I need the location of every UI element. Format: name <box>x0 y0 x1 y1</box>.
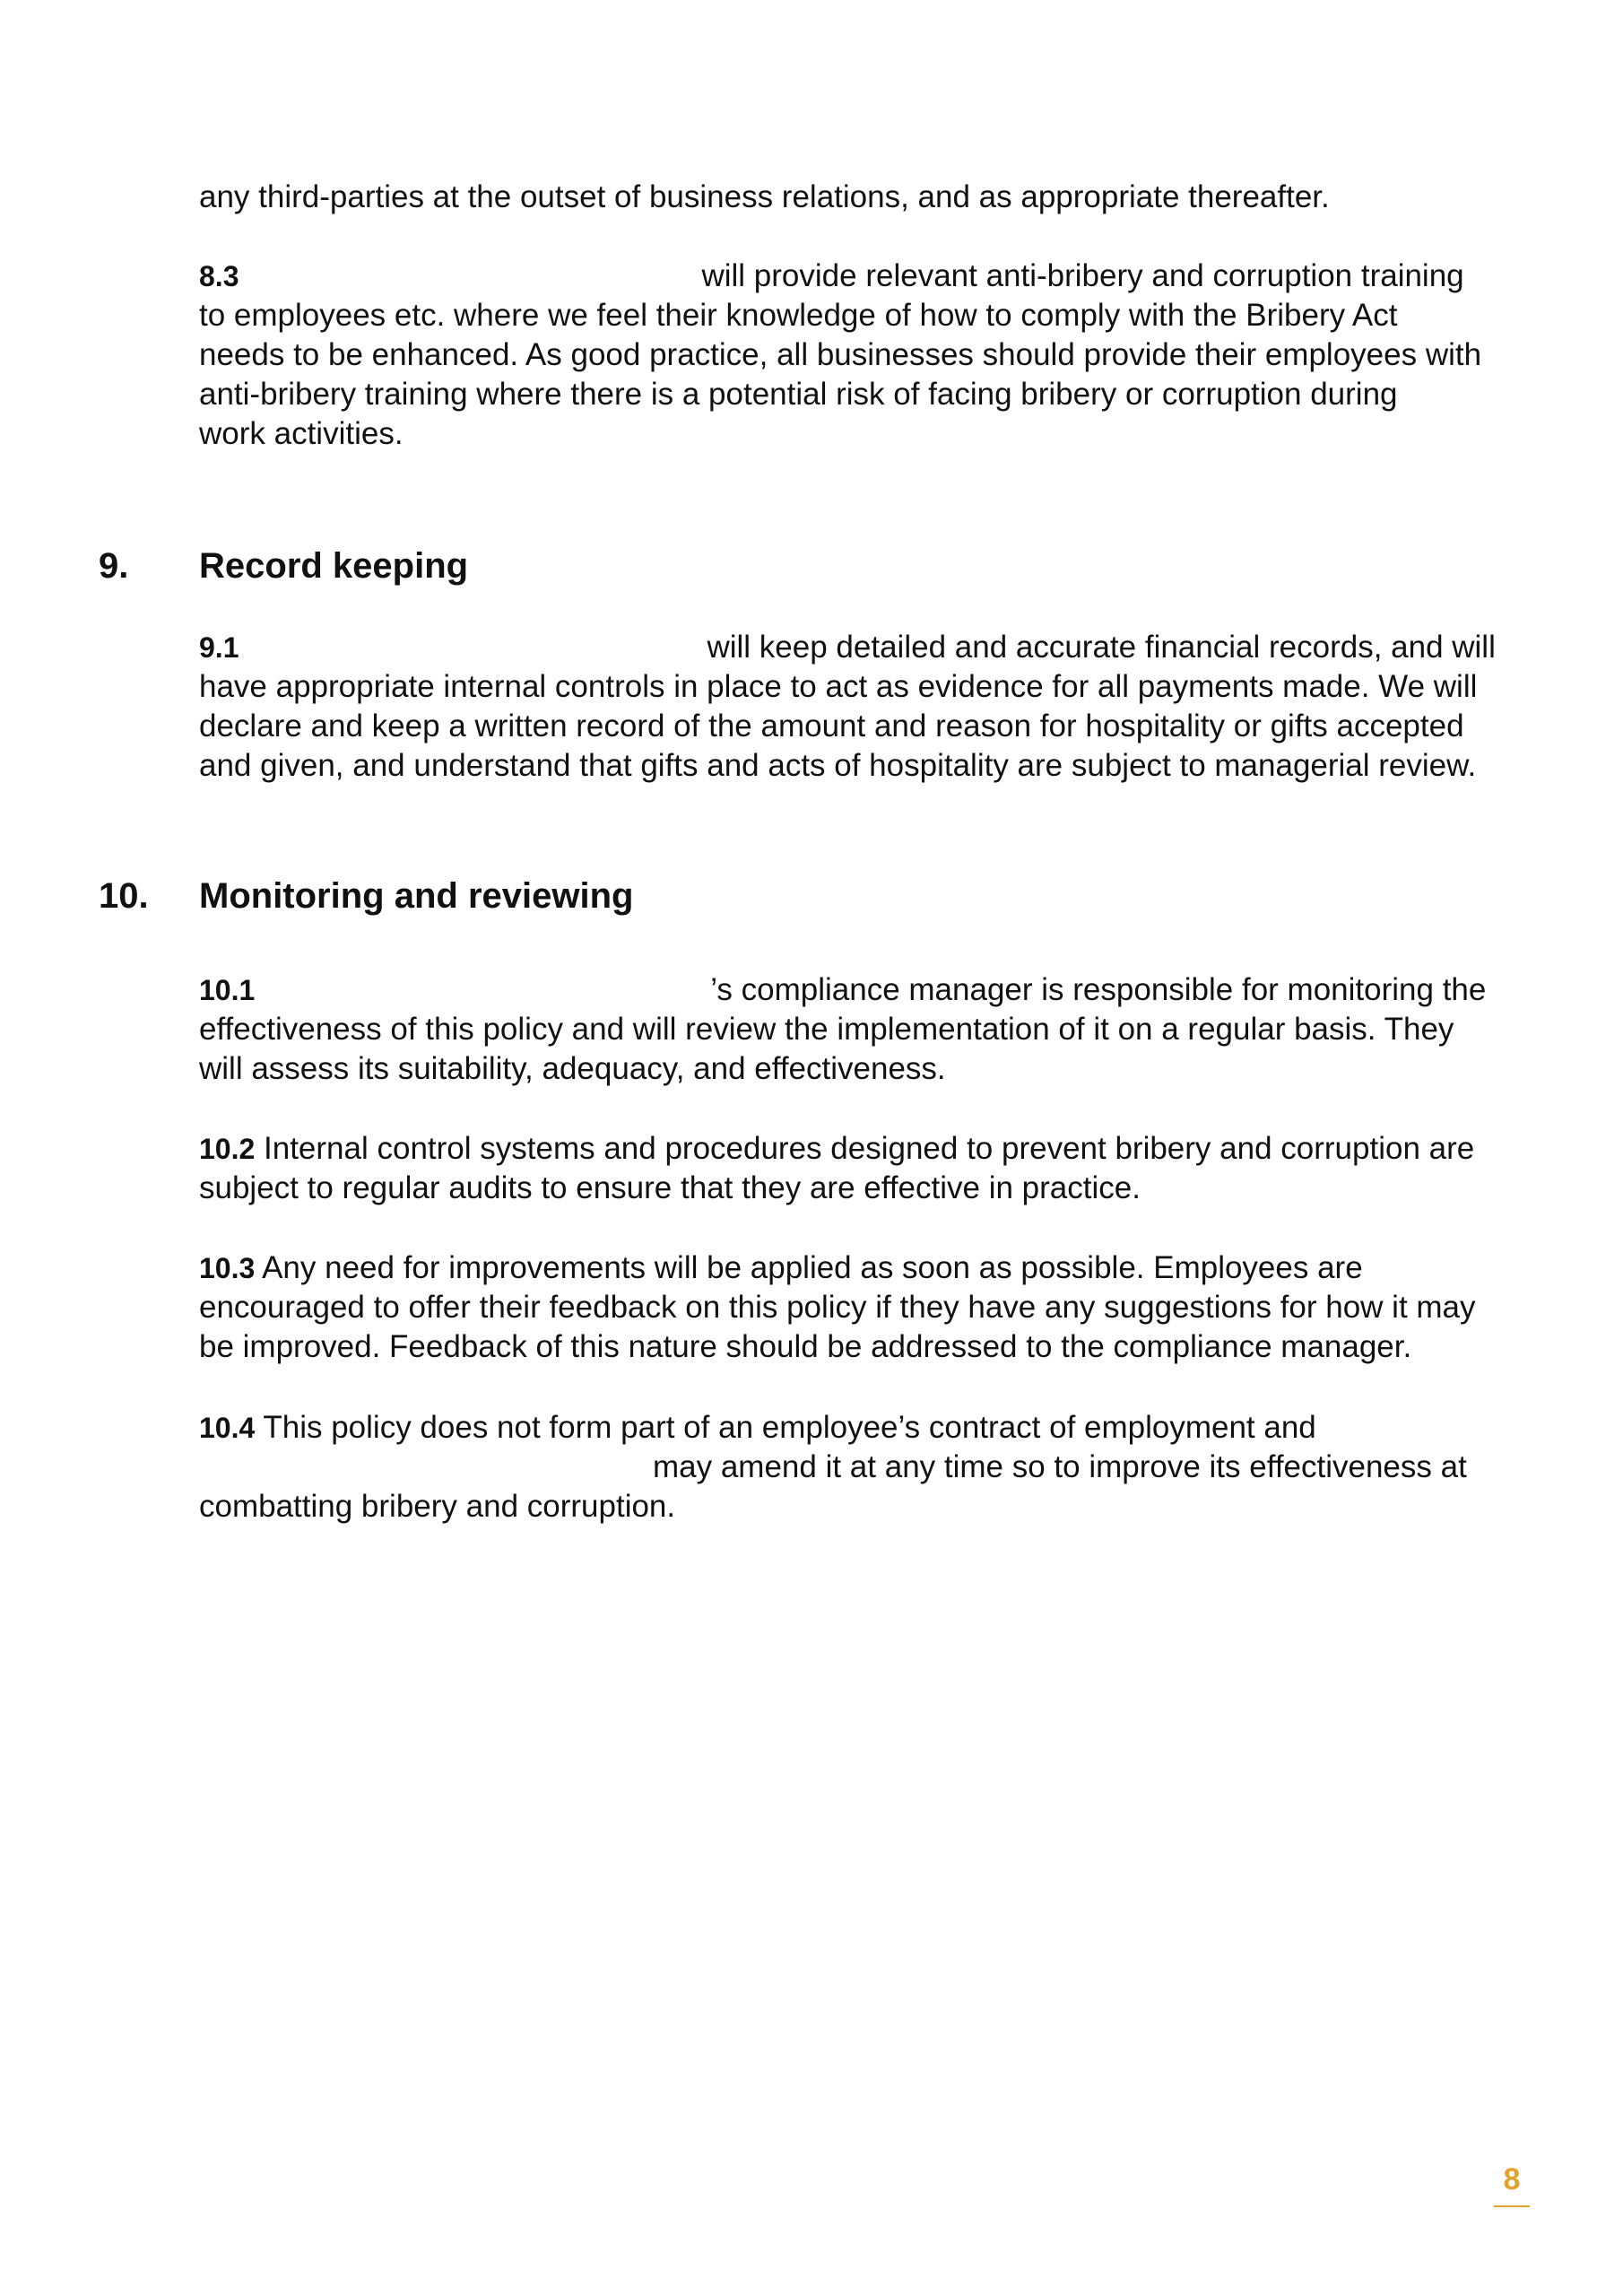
clause-10-2 <box>199 1129 1544 1208</box>
clause-10-4 <box>199 1408 1544 1526</box>
page-number-underline <box>1494 2205 1530 2207</box>
continuation-paragraph <box>199 178 1544 217</box>
clause-text: to employees etc. where we feel their knowledge of how to comply with the Bribery Act <box>199 298 1398 333</box>
page-number: 8 <box>1503 2162 1521 2196</box>
clause-number: 10.2 <box>199 1133 256 1165</box>
clause-text: Any need for improvements will be applied as soon as possible. Employees are <box>262 1250 1363 1285</box>
clause-10-3 <box>199 1248 1544 1367</box>
section-title: Record keeping <box>199 546 469 586</box>
clause-text: anti-bribery training where there is a potential risk of facing bribery or corruption during <box>199 377 1398 412</box>
clause-number: 8.3 <box>199 260 239 292</box>
clause-9-1 <box>199 628 1544 786</box>
section-number: 10. <box>99 876 149 916</box>
clause-text: combatting bribery and corruption. <box>199 1489 676 1524</box>
clause-text: will assess its suitability, adequacy, and effectiveness. <box>199 1051 946 1086</box>
clause-number: 9.1 <box>199 631 239 664</box>
clause-number: 10.3 <box>199 1252 256 1284</box>
clause-text: work activities. <box>199 416 404 451</box>
clause-text: needs to be enhanced. As good practice, all businesses should provide their employees with <box>199 337 1482 372</box>
clause-text: Internal control systems and procedures designed to prevent bribery and corruption are <box>264 1131 1475 1166</box>
clause-text: may amend it at any time so to improve its effectiveness at <box>653 1449 1467 1484</box>
section-title: Monitoring and reviewing <box>199 876 634 916</box>
clause-text: be improved. Feedback of this nature should be addressed to the compliance manager. <box>199 1329 1412 1364</box>
clause-text: encouraged to offer their feedback on this policy if they have any suggestions for how it may <box>199 1290 1476 1325</box>
clause-text: will keep detailed and accurate financial records, and will <box>707 630 1496 665</box>
clause-text: have appropriate internal controls in place to act as evidence for all payments made. We will <box>199 669 1478 704</box>
clause-text: will provide relevant anti-bribery and corruption training <box>701 258 1464 293</box>
clause-text: ’s compliance manager is responsible for monitoring the <box>710 972 1487 1007</box>
continuation-line: any third-parties at the outset of business relations, and as appropriate thereafter. <box>199 179 1330 214</box>
clause-number: 10.4 <box>199 1412 256 1444</box>
clause-text: This policy does not form part of an employee’s contract of employment and <box>263 1410 1316 1445</box>
clause-number: 10.1 <box>199 974 256 1006</box>
clause-text: declare and keep a written record of the amount and reason for hospitality or gifts accepted <box>199 709 1464 744</box>
clause-text: and given, and understand that gifts and acts of hospitality are subject to managerial review. <box>199 748 1477 783</box>
clause-10-1 <box>199 970 1544 1089</box>
clause-text: effectiveness of this policy and will review the implementation of it on a regular basis. They <box>199 1012 1454 1047</box>
clause-8-3 <box>199 257 1544 454</box>
section-number: 9. <box>99 546 129 586</box>
clause-text: subject to regular audits to ensure that they are effective in practice. <box>199 1170 1141 1205</box>
